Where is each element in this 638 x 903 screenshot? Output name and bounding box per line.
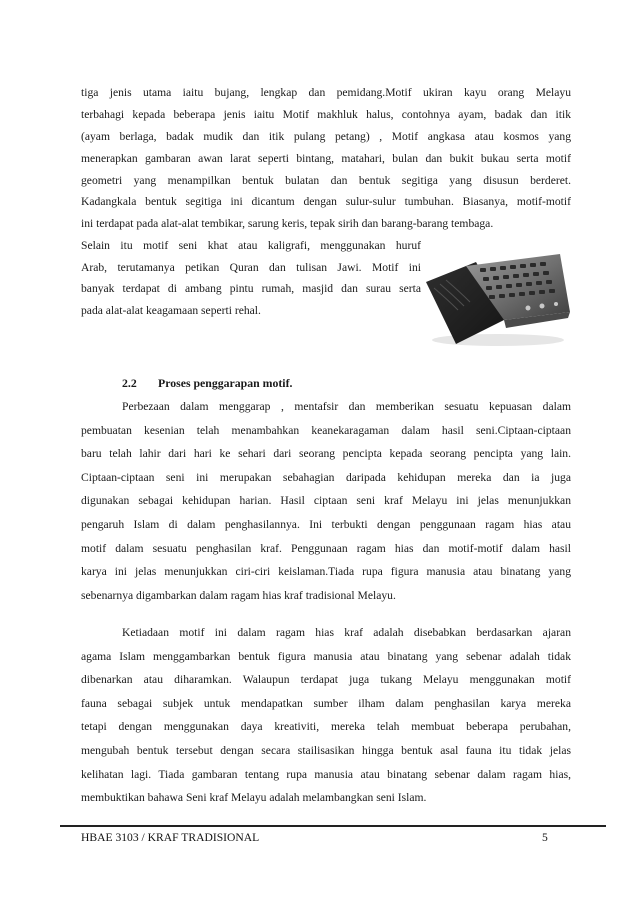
- page-number: 5: [542, 831, 548, 844]
- text-line: Kadangkala bentuk segitiga ini dicantum dengan sulur-sulur tumbuhan. Biasanya, motif-motif: [81, 195, 571, 209]
- text-line: fauna sebagai subjek untuk mendapatkan sumber ilham dalam penghasilan karya mereka: [81, 696, 571, 710]
- section-heading: [122, 376, 292, 391]
- text-line: mengubah bentuk tersebut dengan secara stailisasikan hingga bentuk asal fauna itu tidak jelas: [81, 743, 571, 757]
- paragraph-ketiadaan-motif: [81, 621, 571, 810]
- text-line: tiga jenis utama iaitu bujang, lengkap dan pemidang.Motif ukiran kayu orang Melayu: [81, 86, 571, 99]
- text-line: Selain itu motif seni khat atau kaligrafi, menggunakan huruf: [81, 239, 421, 252]
- rehal-image: [418, 248, 576, 348]
- text-line: agama Islam menggambarkan bentuk figura manusia atau binatang yang sebenar adalah tidak: [81, 649, 571, 663]
- calligraphy-text-block: [81, 235, 421, 321]
- text-line: geometri yang menampilkan bentuk bulatan dan bentuk segitiga yang disusun berderet.: [81, 173, 571, 187]
- text-line: dibenarkan atau diharamkan. Walaupun terdapat juga tukang Melayu menggunakan motif: [81, 673, 571, 687]
- section-title: Proses penggarapan motif.: [158, 376, 293, 390]
- text-line: pembuatan kesenian telah menambahkan keanekaragaman dalam hasil seni.Ciptaan-ciptaan: [81, 423, 571, 437]
- text-line: terbahagi kepada beberapa jenis iaitu Motif makhluk halus, contohnya ayam, badak dan itik: [81, 107, 571, 121]
- text-line: tetapi dengan menggunakan daya kreativiti, mereka telah membuat beberapa perubahan,: [81, 720, 571, 734]
- text-line: digunakan sebagai kehidupan harian. Hasil ciptaan seni kraf Melayu ini jelas menunjukkan: [81, 494, 571, 508]
- text-line: Arab, terutamanya petikan Quran dan tulisan Jawi. Motif ini: [81, 260, 421, 274]
- section-number: 2.2: [122, 376, 137, 390]
- text-line: pengaruh Islam di dalam penghasilannya. Ini terbukti dengan penggunaan ragam hias atau: [81, 517, 571, 531]
- text-line: motif dalam sesuatu penghasilan kraf. Penggunaan ragam hias dan motif-motif dalam hasil: [81, 541, 571, 555]
- text-line: Ketiadaan motif ini dalam ragam hias kraf adalah disebabkan berdasarkan ajaran: [122, 626, 571, 639]
- text-line: kelihatan lagi. Tiada gambaran tentang rupa manusia atau binatang sebenar dalam ragam hias,: [81, 767, 571, 781]
- text-line: pada alat-alat keagamaan seperti rehal.: [81, 303, 261, 317]
- text-line: Ciptaan-ciptaan seni ini merupakan sebahagian daripada kehidupan mereka dan ia juga: [81, 470, 571, 484]
- intro-text-block: [81, 82, 571, 235]
- footer-divider: [60, 825, 606, 827]
- text-line: karya ini jelas menunjukkan ciri-ciri keislaman.Tiada rupa figura manusia atau binatang yang: [81, 565, 571, 579]
- footer-course-code: HBAE 3103 / KRAF TRADISIONAL: [81, 831, 260, 844]
- text-line: ini terdapat pada alat-alat tembikar, sarung keris, tepak sirih dan barang-barang tembaga.: [81, 217, 494, 231]
- text-line: baru telah lahir dari hari ke sehari dari seorang pencipta kepada seorang pencipta yang lain.: [81, 447, 571, 461]
- text-line: Perbezaan dalam menggarap , mentafsir dan memberikan sesuatu kepuasan dalam: [122, 400, 571, 413]
- text-line: menerapkan gambaran awan larat seperti bintang, matahari, bulan dan bukit bukau serta motif: [81, 151, 571, 165]
- text-line: membuktikan bahawa Seni kraf Melayu adalah melambangkan seni Islam.: [81, 791, 427, 805]
- text-line: (ayam berlaga, badak mudik dan itik pulang petang) , Motif angkasa atau kosmos yang: [81, 129, 571, 143]
- paragraph-penggarapan: [81, 395, 571, 607]
- text-line: sebenarnya digambarkan dalam ragam hias kraf tradisional Melayu.: [81, 588, 396, 602]
- text-line: banyak terdapat di ambang pintu rumah, masjid dan surau serta: [81, 282, 421, 295]
